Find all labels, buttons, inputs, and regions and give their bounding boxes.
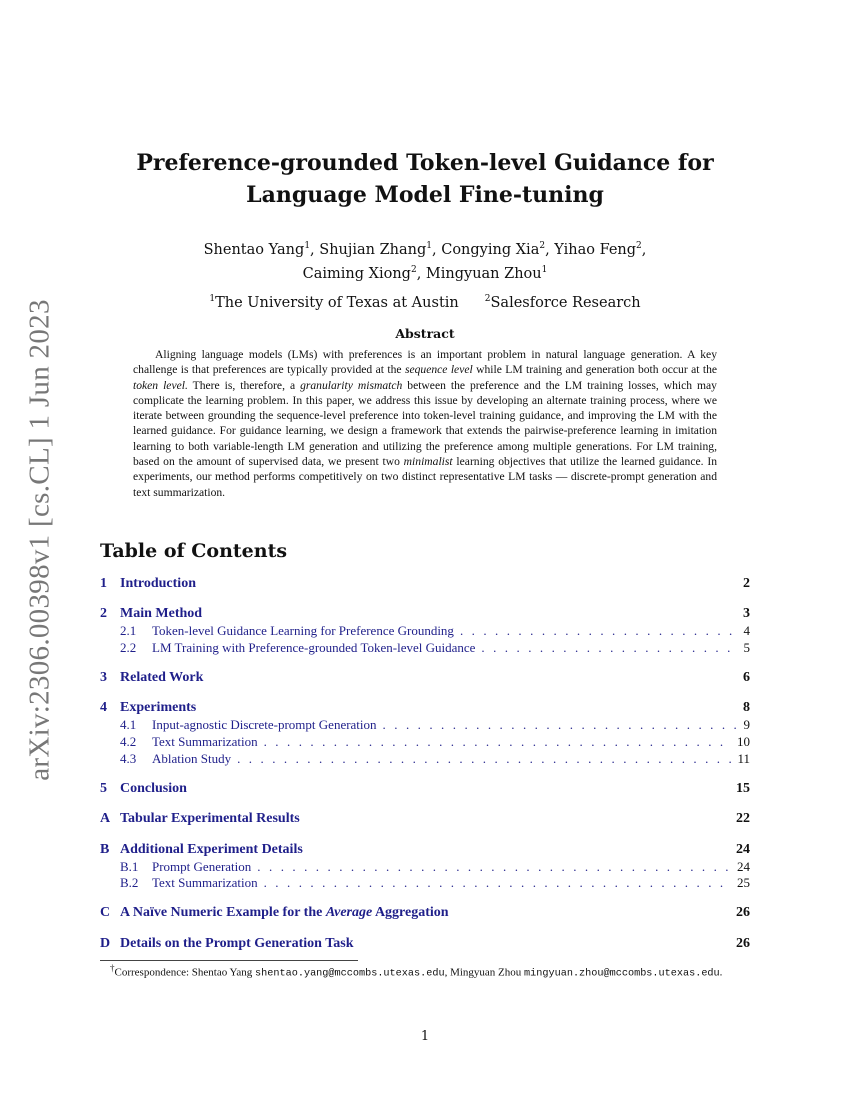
abstract-part: between the preference and the LM training losses, which may complicate the learning problem. In this paper, we address this issue by developing an alternate training process, where we iterate between grounding the sequence-level preference into token-level training guidance, and improving the LM with the learned guidance. For guidance learning, we design a framework that extends the pairwise-preference learning in imitation learning to both variable-length LM generation and utilizing the preference among multiple generations. For LM training, based on the amount of supervised data, we present two [133, 378, 717, 469]
toc-entry[interactable] [100, 640, 750, 656]
abstract-heading: Abstract [395, 326, 455, 341]
toc-entry-page: 3 [743, 606, 750, 621]
toc-entry-page: 11 [737, 751, 750, 766]
toc-entry-page: 26 [736, 936, 750, 951]
toc-entry[interactable] [100, 576, 750, 592]
toc-entry[interactable] [100, 717, 750, 733]
toc-entry-page: 25 [737, 875, 750, 890]
abstract-text [133, 347, 717, 500]
toc-entry[interactable] [100, 670, 750, 686]
abstract-emph: sequence level [404, 363, 473, 377]
toc-entry-label: Details on the Prompt Generation Task [120, 936, 354, 951]
toc-entry-number: 1 [100, 576, 107, 591]
footnote-text: Correspondence: Shentao Yang [114, 966, 256, 979]
title-line-2: Language Model Fine-tuning [246, 182, 604, 208]
abstract-part: while LM training and generation both occur at the [472, 363, 718, 377]
abstract-emph: granularity mismatch [300, 378, 403, 392]
authors: Shentao Yang$^1$, Shujian Zhang$^1$, Congying Xia$^2$, Yihao Feng$^2$, Caiming Xiong$^2$, Mingyuan Zhou$^1$ [203, 241, 647, 282]
toc-entry-label: Additional Experiment Details [120, 842, 303, 857]
page-number: 1 [420, 1029, 430, 1044]
toc-entry-number: B [100, 842, 110, 857]
toc-entry-number: 3 [100, 670, 107, 685]
toc-entry-number: 5 [100, 781, 107, 796]
footnote-rule [100, 960, 358, 961]
toc-entry[interactable] [100, 700, 750, 716]
toc-entry-number: A [100, 811, 111, 826]
toc-entry-page: 4 [743, 623, 750, 638]
toc-entry-label: Introduction [120, 576, 196, 591]
affiliations [0, 294, 850, 311]
toc-entry-label: Related Work [120, 670, 204, 685]
author-affiliation-mark: 2 [410, 264, 417, 275]
author: Shujian Zhang [319, 241, 427, 258]
toc-dot-leader [481, 640, 737, 656]
author-affiliation-mark: 1 [541, 264, 548, 275]
footnote-text: . [719, 966, 723, 979]
toc-entry-page: 2 [743, 576, 750, 591]
toc-entry-label: Ablation Study [152, 751, 232, 766]
footnote-mark: † [110, 963, 115, 973]
author: Yihao Feng [554, 241, 637, 258]
toc-entry-number: 2 [100, 606, 107, 621]
toc-entry-label: Prompt Generation [152, 859, 252, 874]
toc-entry-number: 4.3 [120, 751, 137, 766]
toc-dot-leader [264, 734, 731, 750]
toc-dot-leader [237, 751, 731, 767]
affiliation-mark: 1 [209, 294, 216, 304]
toc-entry-page: 26 [736, 905, 750, 920]
toc-entry-number: B.1 [120, 859, 139, 874]
toc-entry[interactable] [100, 905, 750, 921]
abstract-part: learning objectives that utilize the learned guidance. In experiments, our method performs competitively on two distinct representative LM tasks — discrete-prompt generation and text summarization. [133, 455, 717, 499]
toc-entry-number: 4 [100, 700, 107, 715]
toc-entry-number: 4.2 [120, 734, 137, 749]
toc-heading: Table of Contents [100, 540, 288, 562]
toc-entry[interactable] [100, 606, 750, 622]
toc-entry[interactable] [100, 751, 750, 767]
toc-dot-leader [264, 875, 731, 891]
toc-entry-number: B.2 [120, 875, 139, 890]
abstract-part: Aligning language models (LMs) with preferences is an important problem in natural language generation. A key challenge is that preferences are typically provided at the [133, 348, 717, 377]
toc-entry-number: D [100, 936, 111, 951]
toc-entry[interactable] [100, 859, 750, 875]
toc-entry-label: A Naïve Numeric Example for the Average Aggregation [120, 905, 449, 920]
author: Caiming Xiong [302, 265, 411, 282]
author: Shentao Yang [203, 241, 305, 258]
toc-entry-page: 15 [736, 781, 750, 796]
toc-entry-page: 10 [737, 734, 750, 749]
author-affiliation-mark: 1 [426, 241, 433, 251]
affiliation-mark: 2 [484, 294, 491, 304]
toc-entry-label: LM Training with Preference-grounded Token-level Guidance [152, 640, 476, 655]
author-affiliation-mark: 1 [304, 241, 311, 251]
toc-entry-page: 8 [743, 700, 750, 715]
arxiv-identifier[interactable]: arXiv:2306.00398v1 [cs.CL] 1 Jun 2023 [23, 299, 56, 781]
toc-entry[interactable] [100, 781, 750, 797]
toc-entry-label: Input-agnostic Discrete-prompt Generation [152, 717, 377, 732]
toc-entry-label: Experiments [120, 700, 197, 715]
toc-entry-label: Text Summarization [152, 875, 258, 890]
toc-entry-label: Text Summarization [152, 734, 258, 749]
toc-entry-label: Token-level Guidance Learning for Preference Grounding [152, 623, 454, 638]
toc-entry-page: 22 [736, 811, 750, 826]
toc-entry-page: 6 [743, 670, 750, 685]
abstract-part: There is, therefore, a [187, 378, 301, 392]
toc-entry-page: 5 [743, 640, 750, 655]
email-link[interactable]: shentao.yang@mccombs.utexas.edu [255, 968, 445, 980]
title-line-1: Preference-grounded Token-level Guidance for [136, 150, 714, 176]
footnote [110, 963, 722, 980]
toc-entry-page: 24 [736, 842, 750, 857]
author: Congying Xia [441, 241, 540, 258]
toc-dot-leader [383, 717, 738, 733]
toc-entry-label: Conclusion [120, 781, 187, 796]
toc-entry-number: 2.2 [120, 640, 137, 655]
toc-entry[interactable] [100, 875, 750, 891]
toc-entry-page: 24 [737, 859, 750, 874]
toc-entry-number: 4.1 [120, 717, 137, 732]
author-affiliation-mark: 2 [539, 241, 546, 251]
abstract-emph: token level. [133, 378, 188, 392]
toc-entry-label: Main Method [120, 606, 203, 621]
affiliation: Salesforce Research [490, 294, 641, 311]
toc-entry-number: 2.1 [120, 623, 137, 638]
toc-entry[interactable] [100, 623, 750, 639]
toc-entry-page: 9 [743, 717, 750, 732]
toc-entry[interactable] [100, 811, 750, 827]
author-affiliation-mark: 2 [636, 241, 642, 251]
toc-entry[interactable] [100, 936, 750, 952]
toc-entry-number: C [100, 905, 111, 920]
email-link[interactable]: mingyuan.zhou@mccombs.utexas.edu [524, 968, 720, 980]
author: Mingyuan Zhou [425, 265, 542, 282]
abstract-emph: minimalist [403, 455, 453, 469]
toc-entry[interactable] [100, 734, 750, 750]
toc-entry[interactable] [100, 842, 750, 858]
toc-dot-leader [257, 859, 731, 875]
toc-entry-label: Tabular Experimental Results [120, 811, 300, 826]
toc-dot-leader [460, 623, 738, 639]
footnote-text: , Mingyuan Zhou [444, 966, 525, 979]
affiliation: The University of Texas at Austin [215, 294, 459, 311]
